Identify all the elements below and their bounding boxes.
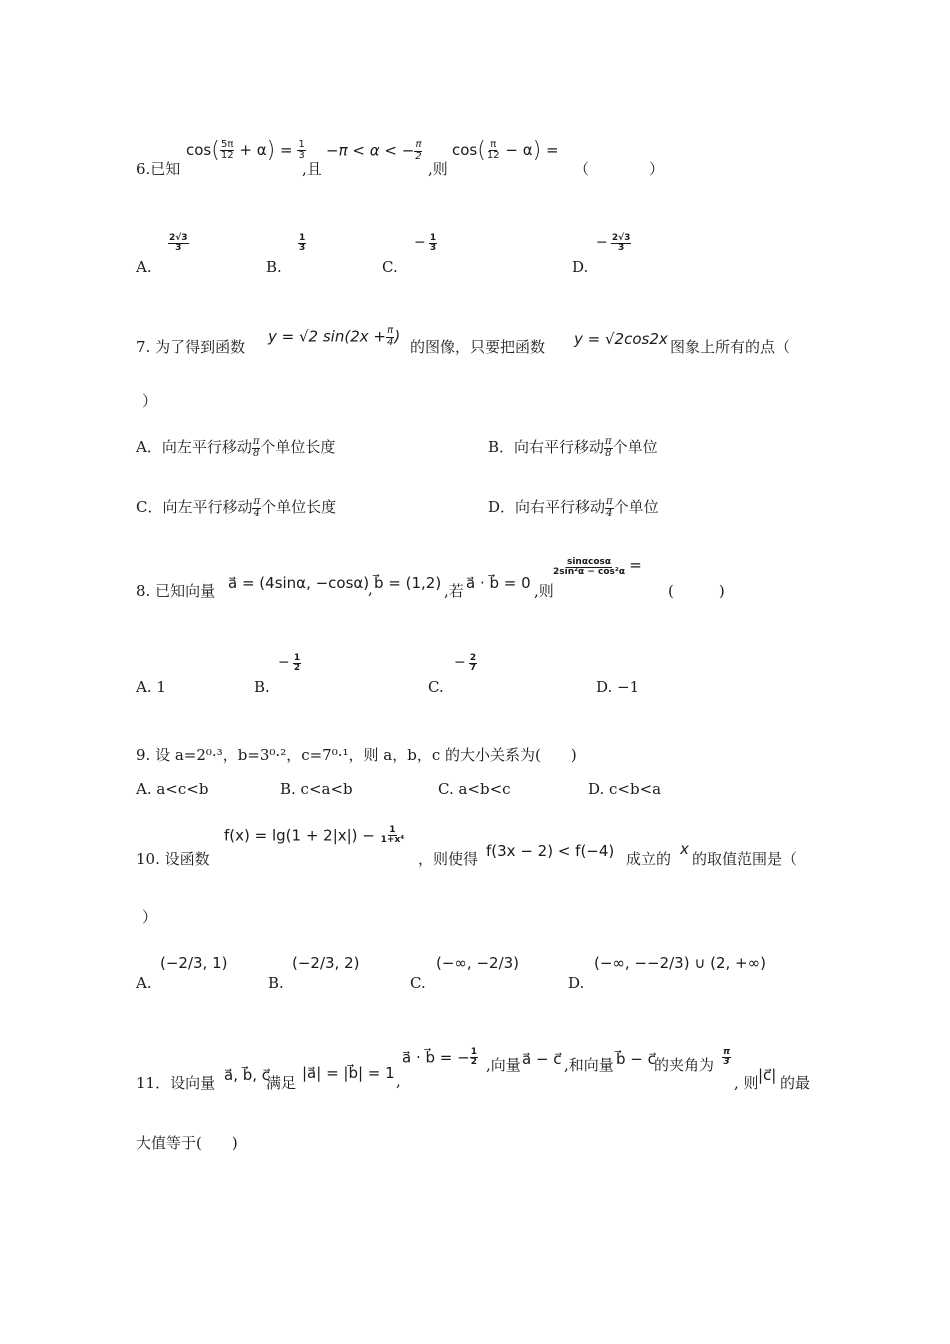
q10-variable: x [680,840,689,858]
q11-text-5: , 则 [734,1074,759,1092]
q10-option-d-letter: D. [568,974,585,992]
q7-option-d: D．向右平行移动 $\frac{\pi}{4}$ 个单位 [488,496,659,519]
q6-sep-1: ,且 [302,160,322,178]
q9-option-d: D. c<b<a [588,780,662,798]
q11-label: 11．设向量 [136,1074,216,1092]
q10-option-c-value: (−∞, −2/3) [436,954,520,972]
q11-line-2: 大值等于( ) [136,1134,238,1152]
q9-option-c: C. a<b<c [438,780,511,798]
q8-label: 8. 已知向量 [136,582,216,600]
q10-option-a-letter: A. [136,974,152,992]
q9-option-a: A. a<c<b [136,780,209,798]
q10-option-b-value: (−2/3, 2) [292,954,360,972]
q7-option-a: A．向左平行移动 $\frac{\pi}{8}$ 个单位长度 [136,436,336,459]
q11-text-3: ,和向量 [564,1056,614,1074]
q8-option-d: D. −1 [596,678,640,696]
q11-vectors: a⃗, b⃗, c⃗ [224,1066,271,1084]
q8-option-b-value: − $\frac{1}{2}$ [278,653,301,674]
q6-option-c-value: − $\frac{1}{3}$ [414,233,437,254]
q8-option-c-letter: C. [428,678,444,696]
q6-option-d-value: − $\frac{2√3}{3}$ [596,233,631,254]
q6-option-d-letter: D. [572,258,589,276]
q11-dot-condition: a⃗ · b⃗ = − $\frac{1}{2}$ [402,1047,477,1068]
q11-text-4: 的夹角为 [654,1056,715,1074]
q10-line-2: ） [142,908,158,926]
q10-option-a-value: (−2/3, 1) [160,954,228,972]
q11-vector-2: b⃗ − c⃗ [616,1050,656,1068]
q7-option-c: C．向左平行移动 $\frac{\pi}{4}$ 个单位长度 [136,496,337,519]
q10-label: 10. 设函数 [136,850,210,868]
q8-answer-blank: ( ) [668,582,725,600]
q8-vector-b: b⃗ = (1,2) [374,574,442,592]
q10-option-c-letter: C. [410,974,426,992]
q6-option-a-value: $\frac{2√3}{3}$ [169,233,188,254]
q11-norm-c: |c⃗| [758,1066,777,1084]
q10-option-d-value: (−∞, −−2/3) ∪ (2, +∞) [594,954,766,972]
q6-label: 6.已知 [136,160,181,178]
q7-text-1: 7. 为了得到函数 [136,338,246,356]
q8-sep: , [368,580,373,598]
q10-text-2: 成立的 [626,850,672,868]
q8-vector-a: a⃗ = (4sinα, −cosα) [228,574,370,592]
q10-function: f(x) = lg(1 + 2|x|) − $\frac{1}{\text{1+x⁴}}$ [224,825,405,846]
q11-angle: $\frac{\pi}{3}$ [723,1047,731,1068]
q11-text-1: 满足 [266,1074,297,1092]
q8-option-c-value: − $\frac{2}{7}$ [454,653,477,674]
q11-text-6: 的最 [780,1074,811,1092]
q7-function-source: y = √2cos2x [574,330,668,348]
q10-text-1: ，则使得 [418,850,479,868]
q6-answer-blank: （ ） [574,160,665,178]
q6-option-b-letter: B. [266,258,282,276]
q11-vector-1: a⃗ − c⃗ [522,1050,562,1068]
q6-option-c-letter: C. [382,258,398,276]
q8-option-b-letter: B. [254,678,270,696]
q7-line-2: ） [142,392,158,410]
q6-ask: cos( $\frac{\pi}{12}$ − α) = [452,138,559,163]
q8-option-a: A. 1 [136,678,166,696]
q6-option-a-letter: A. [136,258,152,276]
q8-then: ,则 [534,582,554,600]
q6-option-b-value: $\frac{1}{3}$ [299,233,306,254]
q7-option-b: B．向右平行移动 $\frac{\pi}{8}$ 个单位 [488,436,658,459]
q11-sep: , [396,1072,401,1090]
q11-text-2: ,向量 [486,1056,521,1074]
q6-sep-2: ,则 [428,160,448,178]
q11-norm-condition: |a⃗| = |b⃗| = 1 [302,1064,395,1082]
q7-function-target: y = √2 sin(2x + $\frac{\pi}{4}$ ) [268,325,401,348]
q7-text-2: 的图像，只要把函数 [410,338,546,356]
q6-condition-2: −π < α < − $\frac{\pi}{2}$ [326,139,422,162]
q7-text-3: 图象上所有的点（ [670,338,791,356]
q8-dot-condition: a⃗ · b⃗ = 0 [466,574,531,592]
q6-condition-1: cos( $\frac{5\pi}{12}$ + α) = $\frac{1}{3}$ [186,138,305,163]
q10-inequality: f(3x − 2) < f(−4) [486,842,615,860]
q9-stem: 9. 设 a=2⁰·³，b=3⁰·²，c=7⁰·¹，则 a，b，c 的大小关系为( ) [136,746,577,764]
q10-text-3: 的取值范围是（ [692,850,798,868]
q8-if: ,若 [444,582,464,600]
q9-option-b: B. c<a<b [280,780,353,798]
q8-expression: $\frac{\sin\alpha\cos\alpha}{\text{2sin²α − cos²α}}$ = [553,556,642,577]
q10-option-b-letter: B. [268,974,284,992]
